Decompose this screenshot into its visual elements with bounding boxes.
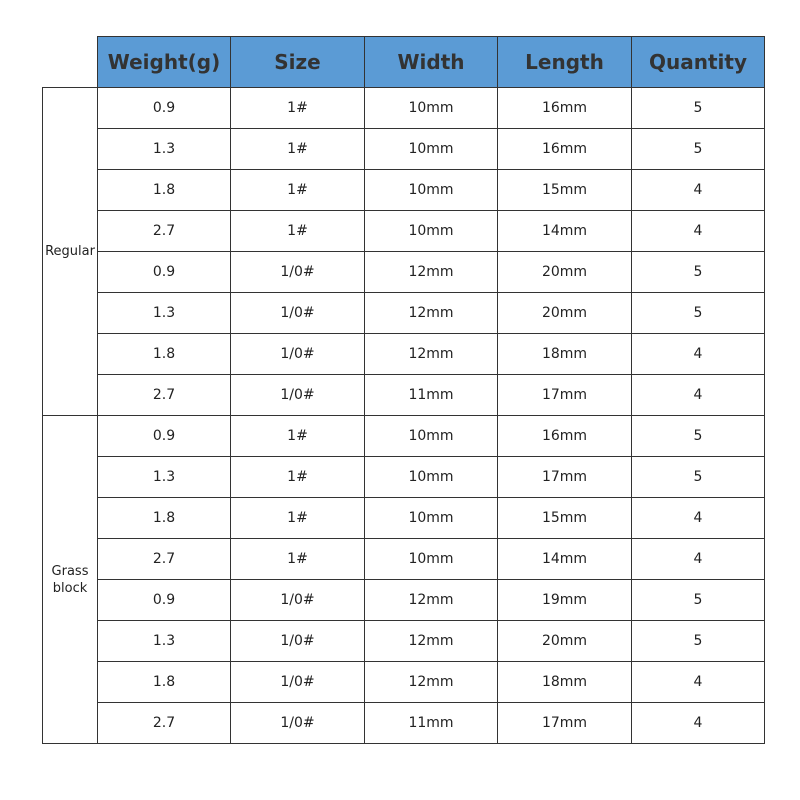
cell-weight: 1.8: [98, 334, 231, 375]
cell-width: 10mm: [365, 416, 498, 457]
cell-size: 1/0#: [231, 621, 365, 662]
table-row: [43, 580, 765, 621]
cell-weight: 1.3: [98, 293, 231, 334]
cell-width: 10mm: [365, 129, 498, 170]
cell-length: 17mm: [498, 457, 632, 498]
table-row: [43, 211, 765, 252]
cell-quantity: 5: [632, 252, 765, 293]
cell-width: 12mm: [365, 293, 498, 334]
table-row: [43, 703, 765, 744]
cell-size: 1#: [231, 498, 365, 539]
cell-width: 10mm: [365, 498, 498, 539]
cell-size: 1/0#: [231, 252, 365, 293]
cell-size: 1#: [231, 88, 365, 129]
header-length: Length: [498, 37, 632, 88]
cell-width: 12mm: [365, 334, 498, 375]
cell-quantity: 5: [632, 457, 765, 498]
cell-quantity: 5: [632, 416, 765, 457]
cell-quantity: 4: [632, 211, 765, 252]
table-row: [43, 293, 765, 334]
cell-length: 16mm: [498, 416, 632, 457]
cell-size: 1/0#: [231, 375, 365, 416]
cell-weight: 0.9: [98, 580, 231, 621]
cell-weight: 2.7: [98, 703, 231, 744]
cell-size: 1/0#: [231, 662, 365, 703]
cell-width: 10mm: [365, 88, 498, 129]
cell-size: 1#: [231, 211, 365, 252]
cell-quantity: 4: [632, 498, 765, 539]
cell-width: 11mm: [365, 703, 498, 744]
header-row: [43, 37, 765, 88]
cell-width: 10mm: [365, 211, 498, 252]
table-row: [43, 621, 765, 662]
cell-weight: 2.7: [98, 539, 231, 580]
cell-size: 1#: [231, 129, 365, 170]
cell-length: 16mm: [498, 88, 632, 129]
cell-size: 1/0#: [231, 580, 365, 621]
cell-length: 19mm: [498, 580, 632, 621]
cell-length: 18mm: [498, 334, 632, 375]
cell-length: 15mm: [498, 170, 632, 211]
cell-weight: 1.3: [98, 129, 231, 170]
cell-weight: 1.8: [98, 662, 231, 703]
cell-length: 14mm: [498, 539, 632, 580]
cell-quantity: 4: [632, 334, 765, 375]
table-row: [43, 88, 765, 129]
cell-width: 11mm: [365, 375, 498, 416]
cell-weight: 0.9: [98, 88, 231, 129]
cell-length: 20mm: [498, 621, 632, 662]
cell-length: 14mm: [498, 211, 632, 252]
group-label: Grass block: [43, 416, 98, 744]
table-row: [43, 252, 765, 293]
cell-weight: 1.3: [98, 457, 231, 498]
cell-quantity: 4: [632, 662, 765, 703]
header-size: Size: [231, 37, 365, 88]
cell-size: 1/0#: [231, 293, 365, 334]
table-row: [43, 129, 765, 170]
cell-length: 20mm: [498, 252, 632, 293]
cell-weight: 1.8: [98, 170, 231, 211]
spec-table-container: [42, 36, 765, 744]
cell-length: 17mm: [498, 375, 632, 416]
cell-quantity: 5: [632, 129, 765, 170]
table-row: [43, 334, 765, 375]
cell-size: 1#: [231, 170, 365, 211]
cell-weight: 2.7: [98, 375, 231, 416]
cell-weight: 1.8: [98, 498, 231, 539]
cell-weight: 1.3: [98, 621, 231, 662]
cell-width: 12mm: [365, 580, 498, 621]
cell-quantity: 5: [632, 621, 765, 662]
cell-quantity: 5: [632, 293, 765, 334]
table-row: [43, 375, 765, 416]
header-weight: Weight(g): [98, 37, 231, 88]
cell-width: 12mm: [365, 621, 498, 662]
header-quantity: Quantity: [632, 37, 765, 88]
cell-length: 17mm: [498, 703, 632, 744]
table-row: [43, 498, 765, 539]
cell-length: 20mm: [498, 293, 632, 334]
group-label: Regular: [43, 88, 98, 416]
cell-width: 12mm: [365, 662, 498, 703]
header-width: Width: [365, 37, 498, 88]
cell-width: 10mm: [365, 170, 498, 211]
cell-weight: 2.7: [98, 211, 231, 252]
cell-size: 1#: [231, 539, 365, 580]
cell-weight: 0.9: [98, 252, 231, 293]
cell-length: 16mm: [498, 129, 632, 170]
cell-quantity: 4: [632, 375, 765, 416]
cell-size: 1#: [231, 416, 365, 457]
cell-quantity: 4: [632, 170, 765, 211]
cell-size: 1/0#: [231, 334, 365, 375]
table-row: [43, 416, 765, 457]
cell-width: 10mm: [365, 457, 498, 498]
table-row: [43, 539, 765, 580]
table-row: [43, 662, 765, 703]
cell-length: 18mm: [498, 662, 632, 703]
cell-width: 12mm: [365, 252, 498, 293]
spec-table: [42, 36, 765, 744]
cell-quantity: 4: [632, 539, 765, 580]
cell-quantity: 5: [632, 88, 765, 129]
cell-size: 1/0#: [231, 703, 365, 744]
cell-quantity: 4: [632, 703, 765, 744]
table-body: [43, 88, 765, 744]
cell-width: 10mm: [365, 539, 498, 580]
cell-weight: 0.9: [98, 416, 231, 457]
cell-quantity: 5: [632, 580, 765, 621]
cell-size: 1#: [231, 457, 365, 498]
header-corner: [43, 37, 98, 88]
table-row: [43, 457, 765, 498]
table-row: [43, 170, 765, 211]
cell-length: 15mm: [498, 498, 632, 539]
